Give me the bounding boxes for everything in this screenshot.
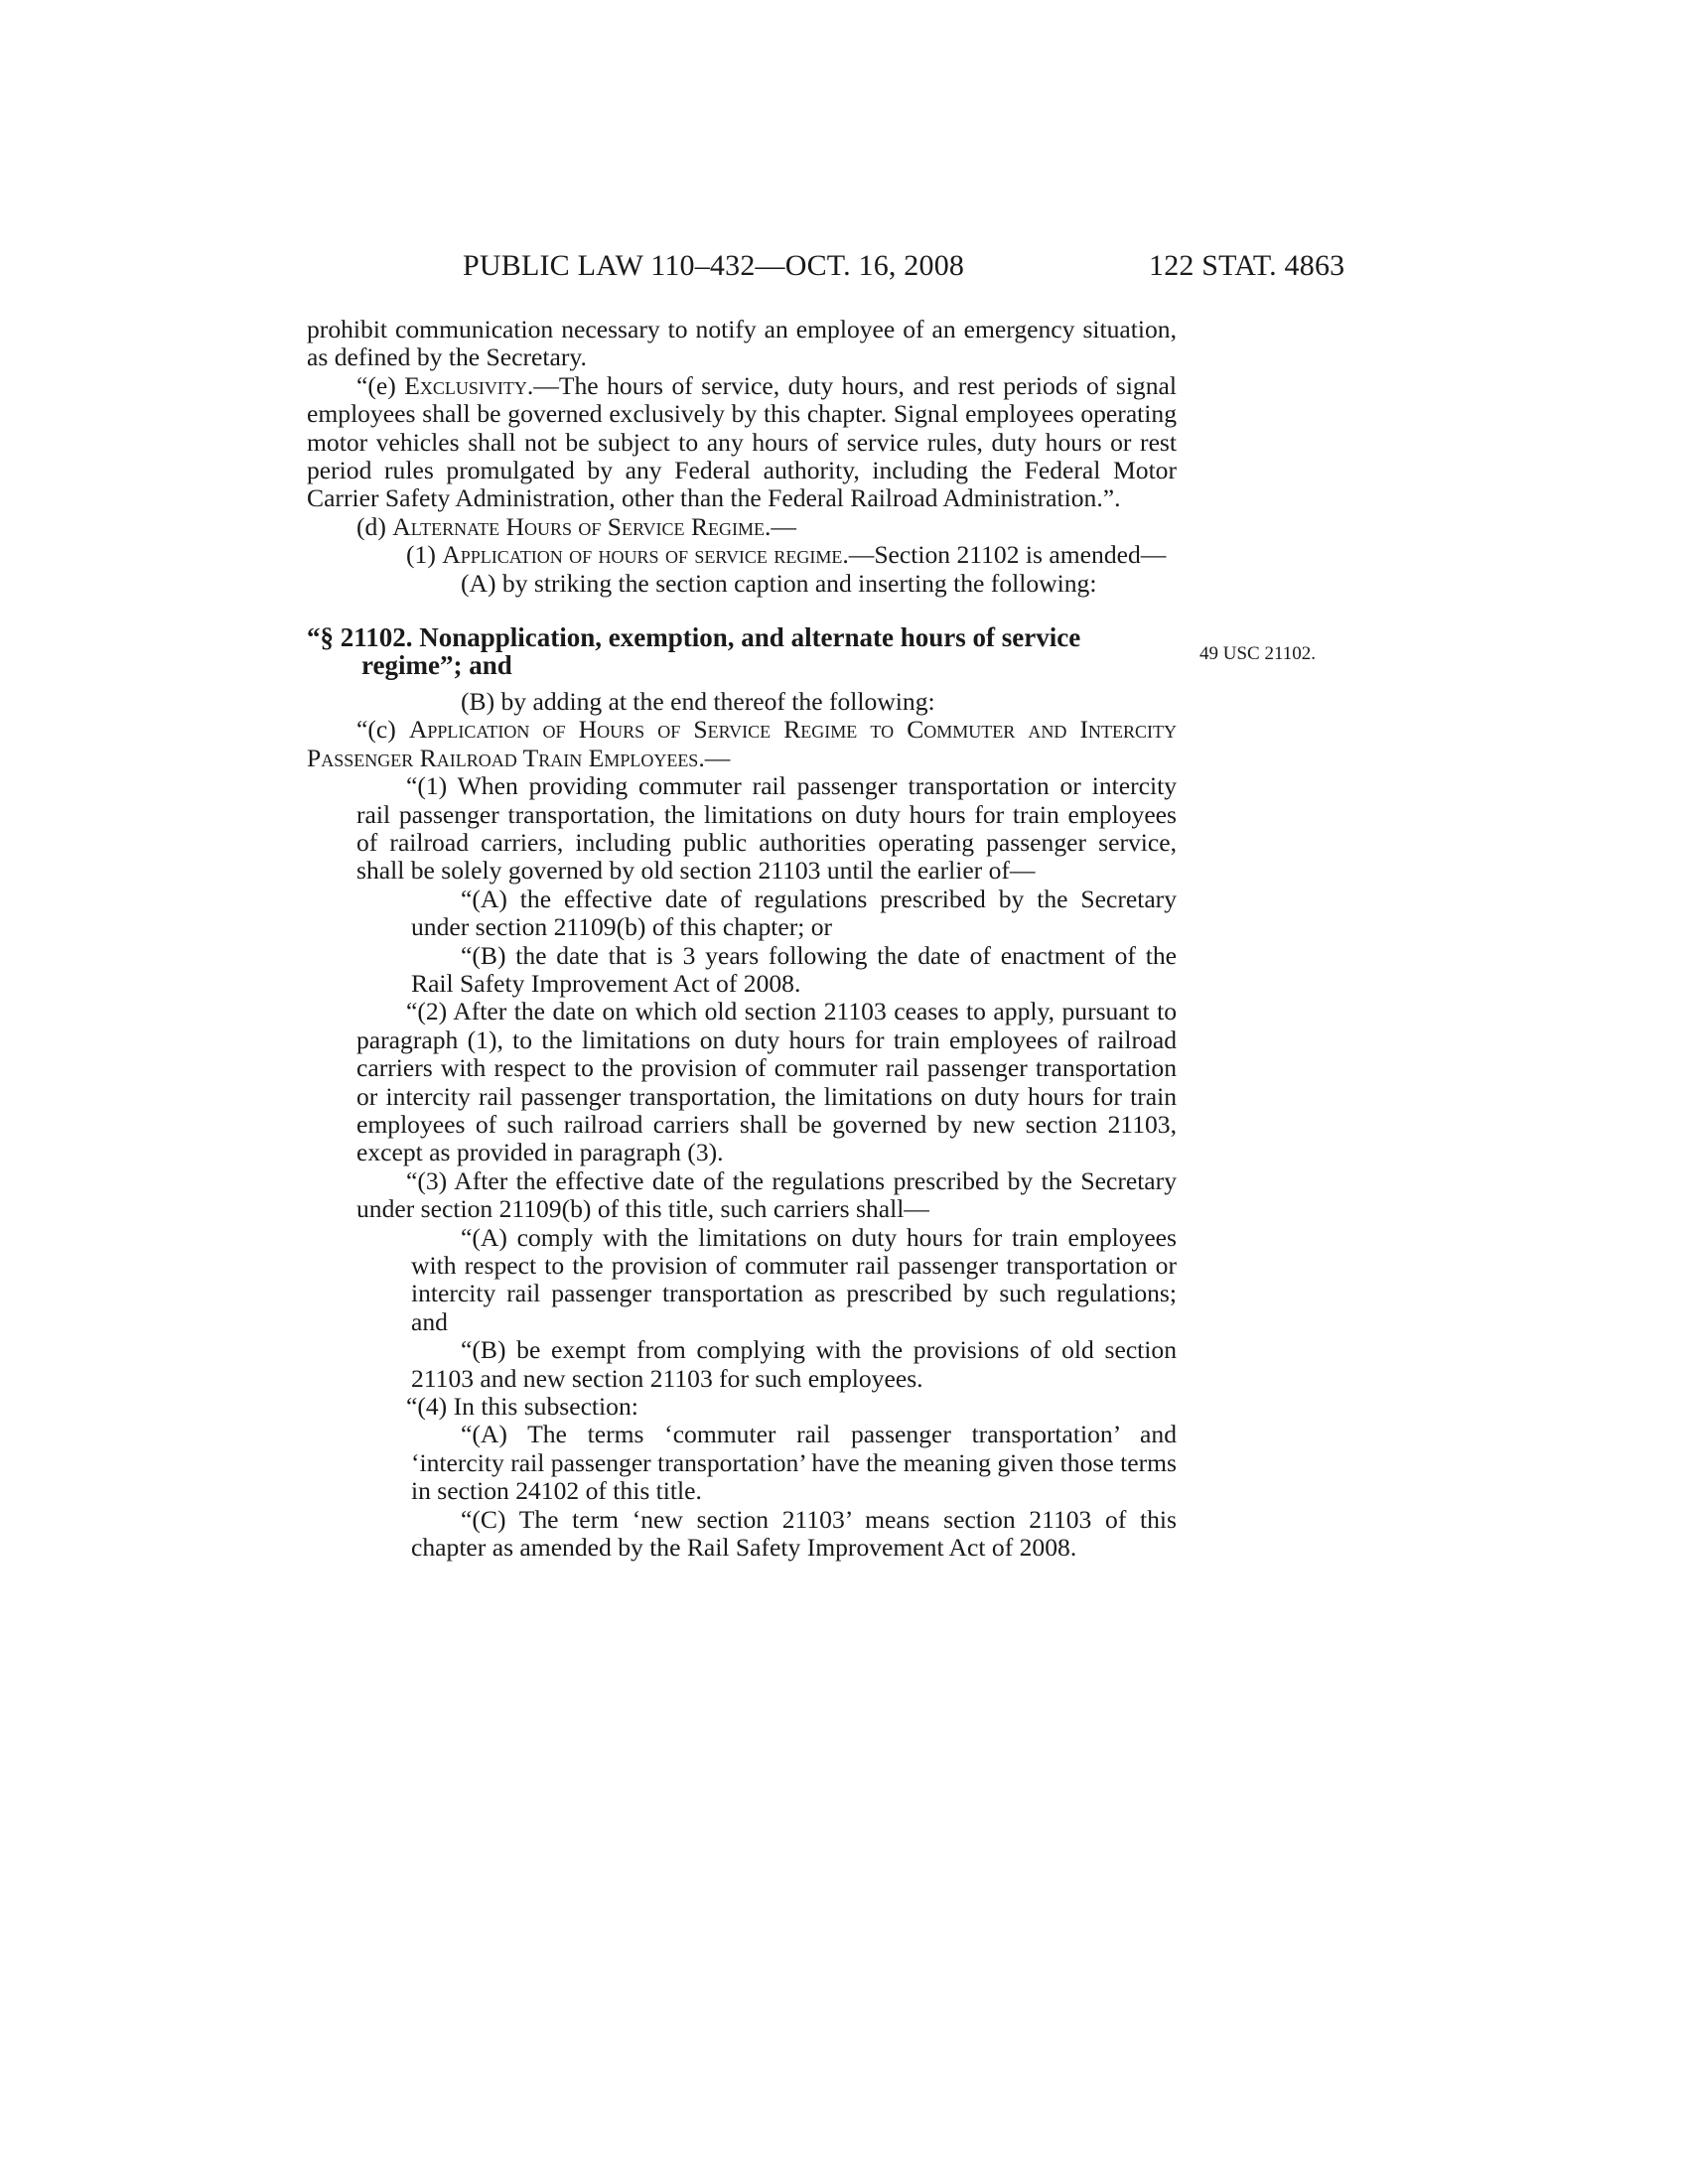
paragraph-text: .—: [765, 511, 797, 541]
paragraph-d-1-B: (B) by adding at the end thereof the following:: [461, 686, 935, 716]
paragraph-c-1: “(1) When providing commuter rail passenger transportation or intercity rail passenger transportation, the limitations on duty hours for train employees of railroad carriers, including public authorities operating passenger service, shall be solely governed by old section 21103 until the earlier of—: [356, 771, 1177, 886]
paragraph-text: .—Section 21102 is amended—: [842, 540, 1167, 570]
paragraph-label: “(e): [356, 370, 405, 400]
paragraph-d-1: [307, 541, 1177, 569]
paragraph-c-3-A: “(A) comply with the limitations on duty hours for train employees with respect to the provision of commuter rail passenger transportation or intercity rail passenger transportation as prescribed by such regulations; and: [411, 1222, 1177, 1336]
paragraph-subsection-d: [307, 513, 1177, 541]
paragraph-heading: Application of hours of service regime: [442, 540, 843, 570]
paragraph-c-3-B: “(B) be exempt from complying with the provisions of old section 21103 and new section 21103 for such employees.: [411, 1335, 1177, 1393]
paragraph-c-4: “(4) In this subsection:: [406, 1392, 638, 1422]
paragraph-heading: Application of Hours of Service Regime to Commuter and Intercity Passenger Railroad Train Employees: [307, 715, 1177, 772]
margin-citation: 49 USC 21102.: [1199, 643, 1317, 664]
paragraph-heading: Alternate Hours of Service Regime: [392, 511, 766, 541]
paragraph-text: .—: [698, 743, 731, 772]
paragraph-label: “(c): [356, 715, 409, 745]
running-header-stat: 122 STAT. 4863: [1149, 249, 1345, 282]
section-heading: “§ 21102. Nonapplication, exemption, and alternate hours of service regime”; and: [307, 622, 1081, 681]
paragraph-c-3: “(3) After the effective date of the regulations prescribed by the Secretary under section 21109(b) of this title, such carriers shall—: [356, 1165, 1177, 1224]
paragraph-subsection-c: [307, 716, 1177, 772]
paragraph-c-4-C: “(C) The term ‘new section 21103’ means section 21103 of this chapter as amended by the Rail Safety Improvement Act of 2008.: [411, 1504, 1177, 1563]
paragraph-c-1-A: “(A) the effective date of regulations prescribed by the Secretary under section 21109(b) of this chapter; or: [411, 884, 1177, 942]
paragraph-exclusivity: [307, 372, 1177, 513]
paragraph-label: (d): [356, 511, 393, 541]
body-text: [307, 316, 1177, 1562]
paragraph-c-4-A: “(A) The terms ‘commuter rail passenger transportation’ and ‘intercity rail passenger transportation’ have the meaning given those terms in section 24102 of this title.: [411, 1420, 1177, 1506]
paragraph-text: .—The hours of service, duty hours, and rest periods of signal employees shall be governed exclusively by this chapter. Signal employees operating motor vehicles shall not be subject to any hours of service rules, duty hours or rest period rules promulgated by any Federal authority, including the Federal Motor Carrier Safety Administration, other than the Federal Railroad Administration.”.: [307, 370, 1177, 513]
paragraph-continuation: prohibit communication necessary to notify an employee of an emergency situation, as defined by the Secretary.: [307, 315, 1177, 372]
paragraph-c-2: “(2) After the date on which old section 21103 ceases to apply, pursuant to paragraph (1), to the limitations on duty hours for train employees of railroad carriers with respect to the provision of commuter rail passenger transportation or intercity rail passenger transportation, the limitations on duty hours for train employees of such railroad carriers shall be governed by new section 21103, except as provided in paragraph (3).: [356, 997, 1177, 1167]
paragraph-label: (1): [406, 540, 443, 570]
paragraph-d-1-A: (A) by striking the section caption and inserting the following:: [461, 568, 1097, 598]
paragraph-c-1-B: “(B) the date that is 3 years following the date of enactment of the Rail Safety Improvement Act of 2008.: [411, 940, 1177, 998]
paragraph-heading: Exclusivity: [404, 370, 527, 400]
running-header-law: PUBLIC LAW 110–432—OCT. 16, 2008: [463, 249, 965, 282]
